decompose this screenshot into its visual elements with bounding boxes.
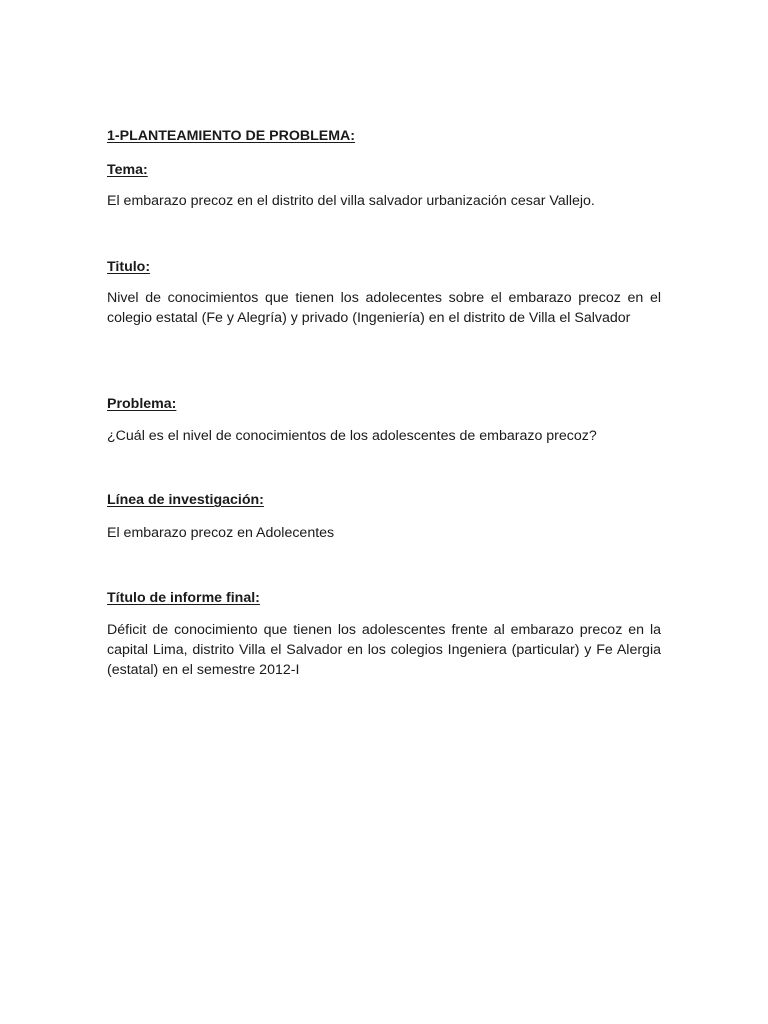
problema-heading: Problema: (107, 396, 177, 412)
linea-heading: Línea de investigación: (107, 492, 264, 508)
document-title: 1-PLANTEAMIENTO DE PROBLEMA: (107, 128, 356, 144)
titulo-heading: Titulo: (107, 259, 151, 275)
tema-heading: Tema: (107, 162, 148, 178)
tema-text: El embarazo precoz en el distrito del villa salvador urbanización cesar Vallejo. (107, 193, 595, 209)
problema-text: ¿Cuál es el nivel de conocimientos de los adolescentes de embarazo precoz? (107, 428, 597, 444)
linea-text: El embarazo precoz en Adolecentes (107, 525, 335, 541)
informe-final-heading: Título de informe final: (107, 590, 260, 606)
informe-final-text: Déficit de conocimiento que tienen los adolescentes frente al embarazo precoz en la capital Lima, distrito Villa el Salvador en los colegios Ingeniera (particular) y Fe Alergia (estatal) en el semestre 2012-I (107, 622, 661, 678)
titulo-text: Nivel de conocimientos que tienen los adolecentes sobre el embarazo precoz en el colegio estatal (Fe y Alegría) y privado (Ingeniería) en el distrito de Villa el Salvador (107, 290, 661, 326)
